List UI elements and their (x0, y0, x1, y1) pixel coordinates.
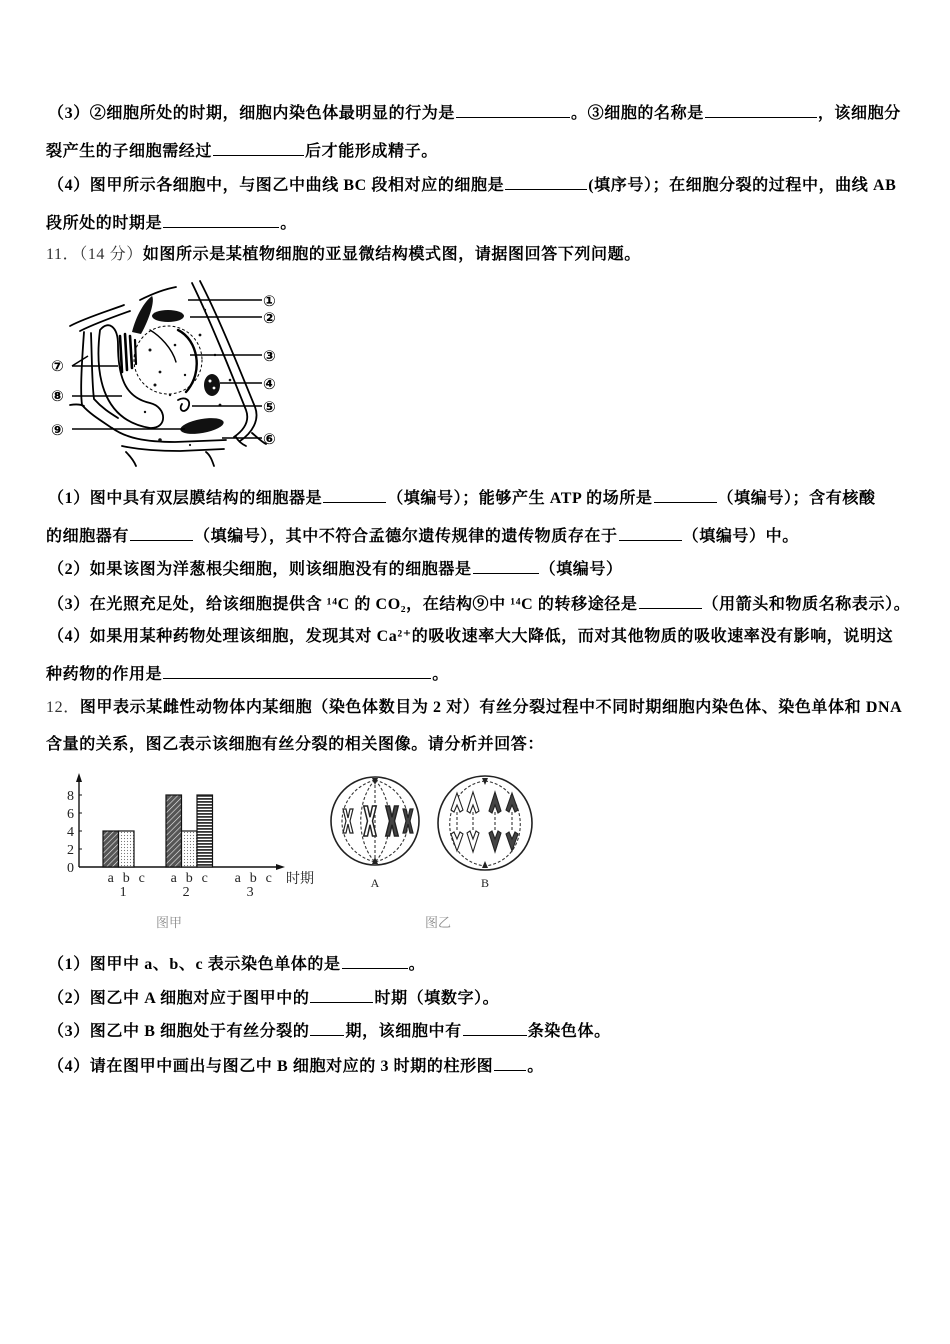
question-number: 12． (46, 699, 80, 716)
series-label: a (234, 871, 241, 886)
plant-cell-diagram (40, 280, 300, 470)
q10-part4-line1 (48, 175, 896, 195)
text: （填编号） (539, 561, 623, 578)
y-tick-label: 6 (67, 807, 74, 822)
answer-blank (130, 526, 193, 541)
text: 的细胞器有 (46, 528, 130, 545)
label-8: ⑧ (51, 387, 64, 405)
figure-caption-jia: 图甲 (155, 915, 183, 930)
answer-blank (163, 664, 431, 679)
answer-blank (705, 103, 817, 118)
text: （填编号）中。 (682, 528, 799, 545)
text: ，该细胞分 (817, 105, 901, 122)
y-tick-label: 2 (67, 843, 74, 858)
question-number: 11． (46, 246, 80, 263)
label-1: ① (263, 292, 276, 310)
answer-blank (619, 526, 682, 541)
text: （1）图中具有双层膜结构的细胞器是 (48, 490, 323, 507)
answer-blank (473, 559, 539, 574)
text: 种药物的作用是 (46, 666, 163, 683)
text: 期，该细胞中有 (345, 1023, 462, 1040)
q10-part3-line1 (48, 103, 901, 123)
label-6: ⑥ (263, 430, 276, 448)
answer-blank (654, 488, 717, 503)
answer-blank (463, 1021, 527, 1036)
label-3: ③ (263, 347, 276, 365)
y-tick-label: 4 (67, 825, 74, 840)
text: （填编号），其中不符合孟德尔遗传规律的遗传物质存在于 (194, 528, 618, 545)
q11-part4-line2 (46, 664, 449, 684)
series-label: b (185, 871, 193, 886)
text: 后才能形成精子。 (305, 143, 438, 160)
text: （2）如果该图为洋葱根尖细胞，则该细胞没有的细胞器是 (48, 561, 472, 578)
cell-a (331, 777, 419, 890)
text: （4）如果用某种药物处理该细胞，发现其对 Ca²⁺的吸收速率大大降低，而对其他物质的吸收速率没有影响，说明这 (48, 628, 894, 645)
series-label: c (138, 871, 145, 886)
period-label: 1 (119, 885, 127, 900)
y-axis-arrow-icon (76, 773, 82, 782)
q12-part3 (48, 1021, 611, 1041)
q11-part3 (48, 594, 910, 614)
text: 。 (432, 666, 449, 683)
text: 段所处的时期是 (46, 215, 163, 232)
text: （1）图甲中 a、b、c 表示染色单体的是 (48, 956, 341, 973)
text: （填编号）；含有核酸 (717, 490, 876, 507)
q11-part1-line2 (46, 526, 799, 546)
q12-prompt-line1 (46, 699, 902, 717)
q11-part1-line1 (48, 488, 876, 508)
text: (填序号）；在细胞分裂的过程中，曲线 AB (588, 177, 897, 194)
series-label: c (201, 871, 208, 886)
question-prompt: 含量的关系，图乙表示该细胞有丝分裂的相关图像。请分析并回答： (46, 736, 545, 753)
period-label: 3 (246, 885, 254, 900)
label-9: ⑨ (51, 421, 64, 439)
q10-part3-line2 (46, 141, 438, 161)
mitosis-figure-yi (325, 770, 550, 935)
question-prompt: 图甲表示某雌性动物体内某细胞（染色体数目为 2 对）有丝分裂过程中不同时期细胞内染色体、染色单体和 DNA (79, 699, 903, 716)
text: （4）请在图甲中画出与图乙中 B 细胞对应的 3 时期的柱形图 (48, 1058, 494, 1075)
label-4: ④ (263, 375, 276, 393)
answer-blank (310, 988, 373, 1003)
bar-c-period-2 (197, 795, 213, 867)
bar-chart-jia (55, 765, 325, 940)
y-tick-label: 8 (67, 789, 74, 804)
figure-caption-yi: 图乙 (424, 915, 452, 930)
text: （用箭头和物质名称表示）。 (702, 596, 911, 613)
answer-blank (342, 954, 408, 969)
text: 条染色体。 (527, 1023, 611, 1040)
text: 裂产生的子细胞需经过 (46, 143, 213, 160)
text: （3）图乙中 B 细胞处于有丝分裂的 (48, 1023, 310, 1040)
q12-part1 (48, 954, 425, 974)
text: 时期（填数字）。 (374, 990, 500, 1007)
answer-blank (213, 141, 304, 156)
series-label: b (249, 871, 257, 886)
text: （2）图乙中 A 细胞对应于图甲中的 (48, 990, 310, 1007)
cell-a-label: A (370, 876, 380, 890)
answer-blank (323, 488, 386, 503)
label-2: ② (263, 309, 276, 327)
bar-a-period-2 (166, 795, 182, 867)
q12-part4 (48, 1056, 544, 1076)
text: （3）在光照充足处，给该细胞提供含 ¹⁴C 的 CO₂，在结构⑨中 ¹⁴C 的转移途径是 (48, 596, 638, 613)
text: 。③细胞的名称是 (571, 105, 704, 122)
bar-a-period-1 (103, 831, 119, 867)
label-5: ⑤ (263, 398, 276, 416)
cell-b-label: B (480, 876, 490, 890)
text: 。 (408, 956, 426, 973)
q11-part2 (48, 559, 623, 579)
text: 。 (280, 215, 297, 232)
q12-prompt-line2 (46, 736, 544, 754)
series-label: b (122, 871, 130, 886)
y-tick-label: 0 (67, 861, 74, 876)
bar-b-period-2 (182, 831, 198, 867)
cell-b (438, 776, 532, 890)
answer-blank (163, 213, 279, 228)
text: （3）②细胞所处的时期，细胞内染色体最明显的行为是 (48, 105, 456, 122)
q11-part4-line1 (48, 628, 893, 646)
period-label: 2 (182, 885, 190, 900)
text: 。 (527, 1058, 544, 1075)
q10-part4-line2 (46, 213, 297, 233)
x-axis-title: 时期 (286, 872, 314, 887)
label-7: ⑦ (51, 357, 64, 375)
series-label: a (170, 871, 177, 886)
text: （填编号）；能够产生 ATP 的场所是 (387, 490, 653, 507)
series-label: a (107, 871, 114, 886)
answer-blank (456, 103, 570, 118)
series-label: c (265, 871, 272, 886)
question-score: （14 分） (79, 246, 143, 263)
q12-part2 (48, 988, 499, 1008)
answer-blank (494, 1056, 526, 1071)
text: （4）图甲所示各细胞中，与图乙中曲线 BC 段相对应的细胞是 (48, 177, 505, 194)
bar-b-period-1 (119, 831, 135, 867)
answer-blank (310, 1021, 344, 1036)
answer-blank (639, 594, 702, 609)
answer-blank (505, 175, 587, 190)
question-prompt: 如图所示是某植物细胞的亚显微结构模式图，请据图回答下列问题。 (142, 246, 641, 263)
q11-heading (46, 246, 641, 264)
x-axis-arrow-icon (276, 864, 285, 870)
